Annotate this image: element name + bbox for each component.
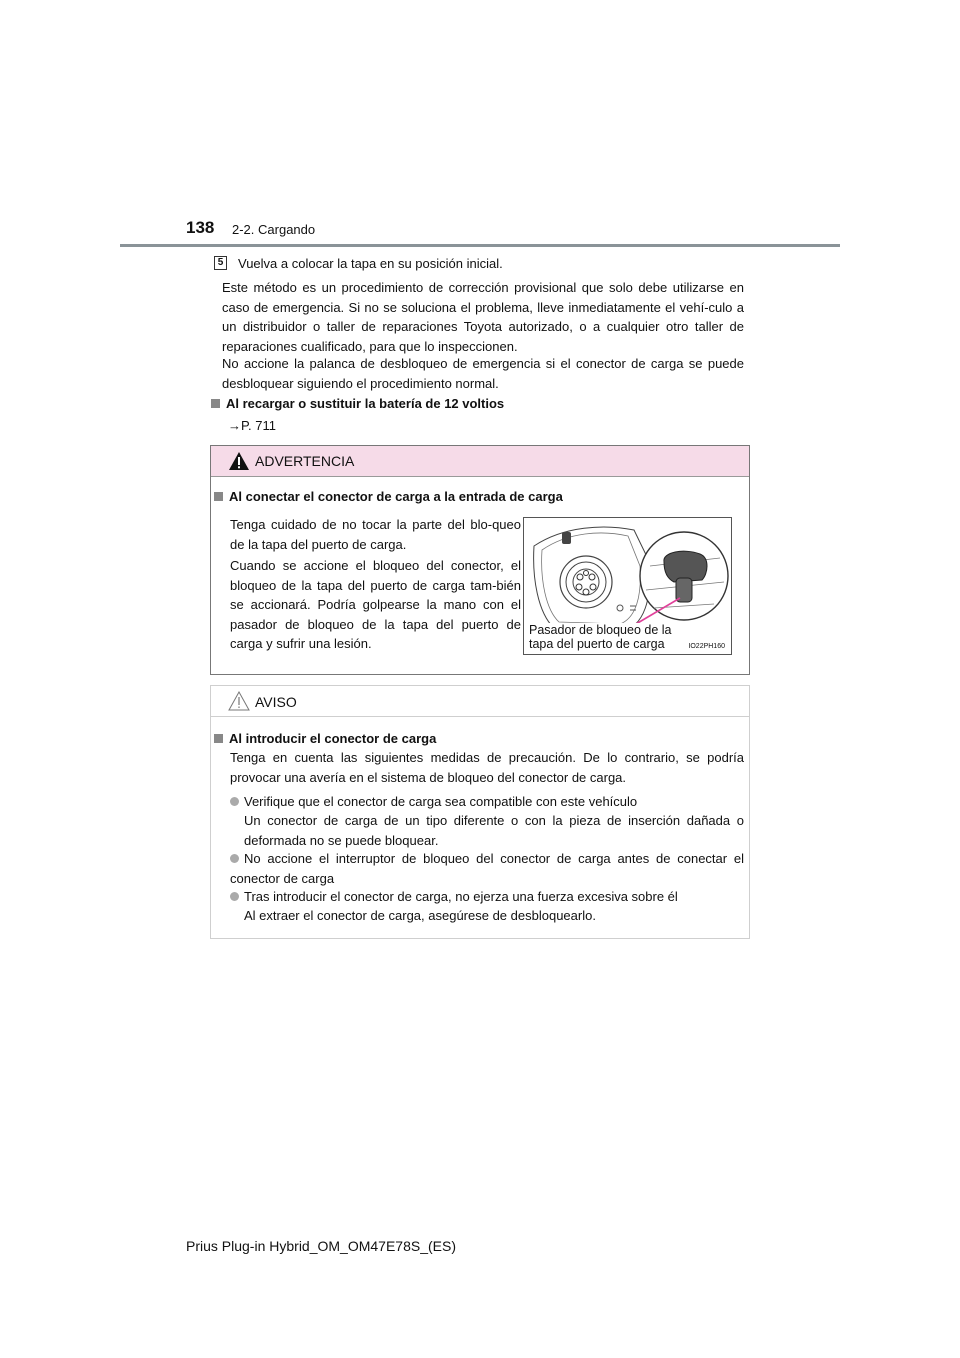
warning-para-1: Tenga cuidado de no tocar la parte del blo-queo de la tapa del puerto de carga. — [230, 517, 521, 552]
notice-bullet-1-title: Verifique que el conector de carga sea compatible con este vehículo — [244, 794, 638, 809]
charging-port-illustration — [523, 517, 732, 655]
notice-bullet-1 — [230, 792, 744, 812]
warning-title: ADVERTENCIA — [255, 453, 355, 469]
square-bullet-icon — [214, 734, 223, 743]
step-number: 5 — [214, 256, 227, 270]
step-para-1: Este método es un procedimiento de corrección provisional que solo debe utilizarse en caso de emergencia. Si no se soluciona el problema, lleve inmediatamente el vehí-culo a un distribuidor o taller de reparaciones Toyota autorizado, o a cualquier otro taller de reparaciones cualificado, para que lo inspeccionen. — [222, 280, 744, 354]
battery-heading-text: Al recargar o sustituir la batería de 12 voltios — [226, 396, 505, 411]
figure-label-line-1: Pasador de bloqueo de la — [529, 623, 672, 637]
warning-heading — [214, 487, 744, 507]
notice-heading — [214, 729, 744, 749]
footer-text: Prius Plug-in Hybrid_OM_OM47E78S_(ES) — [186, 1238, 456, 1254]
notice-title: AVISO — [255, 694, 297, 710]
step-text: Vuelva a colocar la tapa en su posición inicial. — [238, 256, 503, 271]
warning-para-2: Cuando se accione el bloqueo del conector, el bloqueo de la tapa del puerto de carga tam-bién se accionará. Podría golpearse la mano con el pasador de bloqueo de la tapa del puerto de carga y sufrir una lesión. — [230, 558, 521, 651]
figure-code: IO22PH160 — [688, 643, 725, 650]
notice-bullet-3-text: Al extraer el conector de carga, asegúrese de desbloquearlo. — [244, 908, 596, 923]
battery-page-ref[interactable]: →P. 711 — [228, 418, 276, 433]
circle-bullet-icon — [230, 854, 239, 863]
circle-bullet-icon — [230, 892, 239, 901]
notice-bullet-2 — [230, 849, 744, 888]
notice-intro: Tenga en cuenta las siguientes medidas de precaución. De lo contrario, se podría provocar una avería en el sistema de bloqueo del conector de carga. — [230, 750, 744, 785]
circle-bullet-icon — [230, 797, 239, 806]
notice-bullet-3-title: Tras introducir el conector de carga, no ejerza una fuerza excesiva sobre él — [244, 889, 678, 904]
notice-box — [210, 685, 750, 939]
battery-heading — [211, 394, 751, 414]
notice-bullet-3 — [230, 887, 744, 907]
warning-heading-text: Al conectar el conector de carga a la entrada de carga — [229, 489, 563, 504]
caution-triangle-icon — [228, 691, 250, 711]
notice-bullet-1-text: Un conector de carga de un tipo diferente o con la pieza de inserción dañada o deformada no se puede bloquear. — [244, 813, 744, 848]
square-bullet-icon — [214, 492, 223, 501]
warning-triangle-icon — [228, 451, 250, 471]
header-rule — [120, 244, 840, 247]
notice-heading-text: Al introducir el conector de carga — [229, 731, 437, 746]
section-title: 2-2. Cargando — [232, 222, 316, 237]
figure-label-line-2: tapa del puerto de carga — [529, 637, 665, 651]
page-number: 138 — [186, 218, 215, 237]
step-para-2: No accione la palanca de desbloqueo de emergencia si el conector de carga se puede desbloquear siguiendo el procedimiento normal. — [222, 356, 744, 391]
notice-bullet-2-title: No accione el interruptor de bloqueo del conector de carga antes de conectar el conector de carga — [230, 851, 744, 886]
notice-header — [211, 686, 749, 717]
square-bullet-icon — [211, 399, 220, 408]
warning-header — [211, 446, 749, 477]
